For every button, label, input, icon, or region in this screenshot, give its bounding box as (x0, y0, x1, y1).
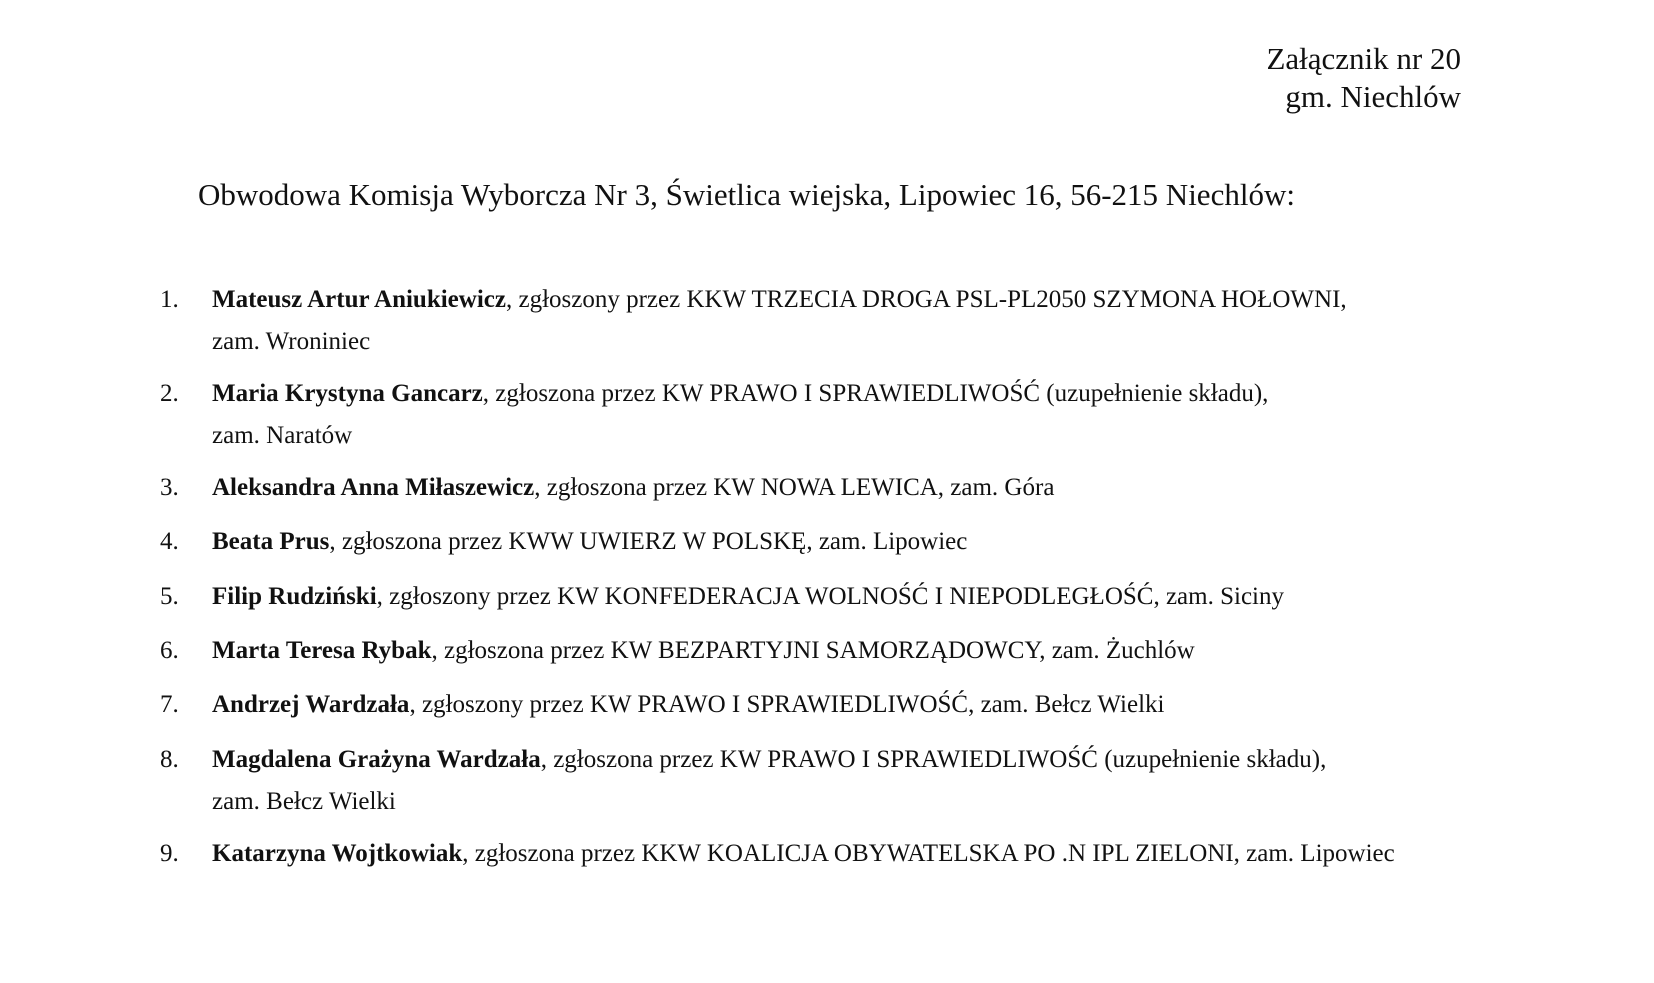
list-item-number: 5. (160, 583, 179, 610)
list-item-number: 3. (160, 474, 179, 501)
member-entry-line (212, 373, 1268, 415)
member-details: , zgłoszona przez KW NOWA LEWICA, zam. Góra (534, 474, 1055, 501)
annex-number: Załącznik nr 20 (1266, 41, 1461, 76)
member-entry-line (212, 684, 1164, 726)
member-name: Aleksandra Anna Miłaszewicz (212, 474, 535, 501)
member-address: zam. Bełcz Wielki (212, 788, 396, 815)
member-name: Mateusz Artur Aniukiewicz (212, 286, 506, 313)
member-details: , zgłoszona przez KW BEZPARTYJNI SAMORZĄDOWCY, zam. Żuchlów (431, 637, 1195, 664)
member-entry-line (212, 833, 1395, 875)
member-name: Maria Krystyna Gancarz (212, 380, 483, 407)
member-details: , zgłoszona przez KW PRAWO I SPRAWIEDLIWOŚĆ (uzupełnienie składu), (540, 746, 1327, 773)
member-name: Katarzyna Wojtkowiak (212, 840, 463, 867)
member-name: Andrzej Wardzała (212, 691, 410, 718)
annex-header (1266, 40, 1461, 116)
member-address: zam. Naratów (212, 422, 353, 449)
member-details: , zgłoszona przez KWW UWIERZ W POLSKĘ, zam. Lipowiec (329, 528, 968, 555)
commission-title: Obwodowa Komisja Wyborcza Nr 3, Świetlica wiejska, Lipowiec 16, 56-215 Niechlów: (198, 177, 1295, 212)
member-details: , zgłoszony przez KW KONFEDERACJA WOLNOŚĆ I NIEPODLEGŁOŚĆ, zam. Siciny (376, 583, 1284, 610)
list-item-number: 6. (160, 637, 179, 664)
member-name: Magdalena Grażyna Wardzała (212, 746, 541, 773)
member-address: zam. Wroniniec (212, 328, 371, 355)
member-details: , zgłoszona przez KKW KOALICJA OBYWATELSKA PO .N IPL ZIELONI, zam. Lipowiec (462, 840, 1395, 867)
member-name: Beata Prus (212, 528, 330, 555)
member-name: Marta Teresa Rybak (212, 637, 432, 664)
member-entry-line (212, 521, 967, 563)
member-entry-line (212, 576, 1284, 618)
annex-municipality: gm. Niechlów (1285, 79, 1461, 114)
member-entry-line (212, 739, 1326, 781)
list-item-number: 8. (160, 746, 179, 773)
list-item-number: 2. (160, 380, 179, 407)
member-details: , zgłoszona przez KW PRAWO I SPRAWIEDLIWOŚĆ (uzupełnienie składu), (482, 380, 1269, 407)
member-details: , zgłoszony przez KW PRAWO I SPRAWIEDLIWOŚĆ, zam. Bełcz Wielki (409, 691, 1165, 718)
list-item-number: 9. (160, 840, 179, 867)
member-entry-line (212, 467, 1054, 509)
member-details: , zgłoszony przez KKW TRZECIA DROGA PSL-PL2050 SZYMONA HOŁOWNI, (505, 286, 1347, 313)
member-name: Filip Rudziński (212, 583, 377, 610)
list-item-number: 1. (160, 286, 179, 313)
list-item-number: 7. (160, 691, 179, 718)
member-entry-line (212, 630, 1195, 672)
member-entry-line (212, 279, 1347, 321)
list-item-number: 4. (160, 528, 179, 555)
